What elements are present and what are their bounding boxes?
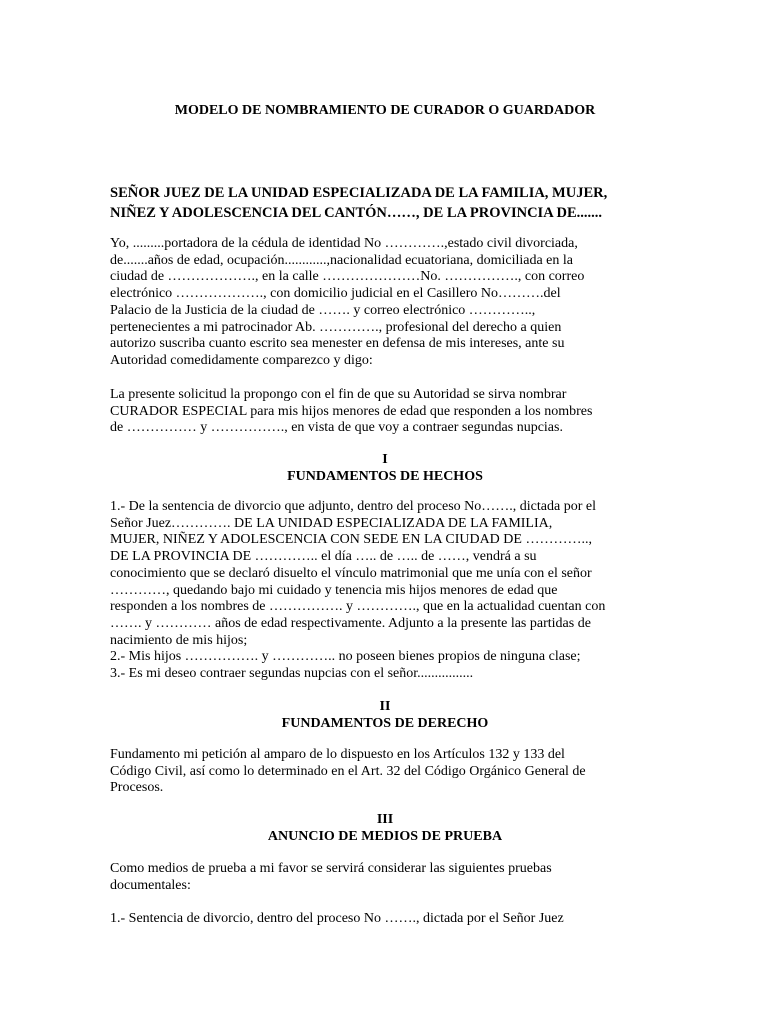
section-title: FUNDAMENTOS DE DERECHO xyxy=(281,715,489,731)
section-2-body xyxy=(110,747,660,797)
intro-line: de.......años de edad, ocupación............,nacionalidad ecuatoriana, domiciliada en la xyxy=(110,252,573,268)
section-3-line: Como medios de prueba a mi favor se servirá considerar las siguientes pruebas xyxy=(110,861,552,876)
section-number: II xyxy=(379,699,391,714)
section-1-line: responden a los nombres de ……………. y …………., que en la actualidad cuentan con xyxy=(110,599,606,615)
intro-line: Yo, .........portadora de la cédula de identidad No ………….,estado civil divorciada, xyxy=(110,236,578,251)
section-title: FUNDAMENTOS DE HECHOS xyxy=(287,468,483,484)
section-2-heading xyxy=(110,699,660,732)
section-1-line: 2.- Mis hijos ……………. y ………….. no poseen bienes propios de ninguna clase; xyxy=(110,649,581,665)
section-2-line: Procesos. xyxy=(110,780,164,796)
intro-line: Palacio de la Justicia de la ciudad de ……. y correo electrónico ………….., xyxy=(110,302,536,318)
addressee-line: SEÑOR JUEZ DE LA UNIDAD ESPECIALIZADA DE LA FAMILIA, MUJER, xyxy=(110,185,608,201)
intro-line: electrónico ………………., con domicilio judicial en el Casillero No……….del xyxy=(110,286,561,302)
section-2-line: Fundamento mi petición al amparo de lo dispuesto en los Artículos 132 y 133 del xyxy=(110,747,565,762)
section-2-line: Código Civil, así como lo determinado en el Art. 32 del Código Orgánico General de xyxy=(110,763,586,779)
section-1-line: conocimiento que se declaró disuelto el vínculo matrimonial que me unía con el señor xyxy=(110,565,592,581)
section-number: I xyxy=(382,452,388,467)
section-3-body xyxy=(110,861,660,894)
addressee-block xyxy=(110,183,660,223)
section-1-line: 1.- De la sentencia de divorcio que adjunto, dentro del proceso No……., dictada por el xyxy=(110,499,596,514)
evidence-item: 1.- Sentencia de divorcio, dentro del proceso No ……., dictada por el Señor Juez xyxy=(110,911,564,926)
section-1-line: 3.- Es mi deseo contraer segundas nupcias con el señor................ xyxy=(110,666,474,682)
intro-line: ciudad de ………………., en la calle …………………No. ……………., con correo xyxy=(110,269,585,285)
section-1-line: DE LA PROVINCIA DE ………….. el día ….. de ….. de ……, vendrá a su xyxy=(110,549,537,565)
section-1-heading xyxy=(110,452,660,485)
addressee-line: NIÑEZ Y ADOLESCENCIA DEL CANTÓN……, DE LA PROVINCIA DE....... xyxy=(110,205,603,221)
section-1-line: ……. y ………… años de edad respectivamente. Adjunto a la presente las partidas de xyxy=(110,615,591,631)
request-line: CURADOR ESPECIAL para mis hijos menores de edad que responden a los nombres xyxy=(110,403,593,419)
section-1-line: MUJER, NIÑEZ Y ADOLESCENCIA CON SEDE EN LA CIUDAD DE ………….., xyxy=(110,532,592,548)
section-title: ANUNCIO DE MEDIOS DE PRUEBA xyxy=(267,828,503,844)
intro-paragraph xyxy=(110,236,660,370)
section-3-line: documentales: xyxy=(110,877,191,893)
section-1-line: …………, quedando bajo mi cuidado y tenencia mis hijos menores de edad que xyxy=(110,582,558,598)
section-3-heading xyxy=(110,812,660,845)
section-1-body xyxy=(110,499,660,683)
intro-line: autorizo suscriba cuanto escrito sea menester en defensa de mis intereses, ante su xyxy=(110,336,565,352)
intro-line: Autoridad comedidamente comparezco y digo: xyxy=(110,352,373,368)
section-number: III xyxy=(376,812,394,827)
document-title: MODELO DE NOMBRAMIENTO DE CURADOR O GUARDADOR xyxy=(174,103,596,118)
section-1-line: Señor Juez…………. DE LA UNIDAD ESPECIALIZADA DE LA FAMILIA, xyxy=(110,515,553,531)
section-3-item-1 xyxy=(110,911,660,928)
section-1-line: nacimiento de mis hijos; xyxy=(110,632,248,648)
request-line: La presente solicitud la propongo con el fin de que su Autoridad se sirva nombrar xyxy=(110,387,567,402)
request-line: de …………… y ……………., en vista de que voy a contraer segundas nupcias. xyxy=(110,420,563,436)
request-paragraph xyxy=(110,387,660,437)
intro-line: pertenecientes a mi patrocinador Ab. …………., profesional del derecho a quien xyxy=(110,319,562,335)
